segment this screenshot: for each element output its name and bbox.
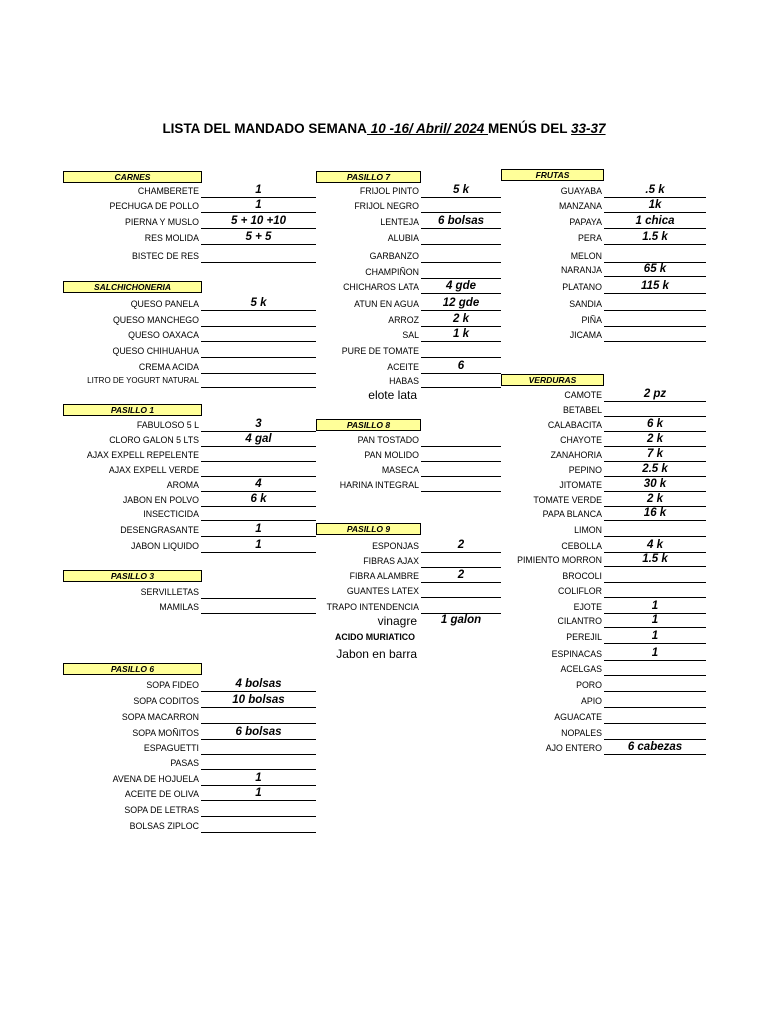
item-label: INSECTICIDA bbox=[143, 509, 199, 519]
item-label: BROCOLI bbox=[562, 571, 602, 581]
item-quantity: .5 k bbox=[604, 184, 706, 198]
item-quantity: 10 bolsas bbox=[201, 694, 316, 708]
list-item bbox=[0, 231, 768, 245]
item-label: ACEITE DE OLIVA bbox=[124, 789, 199, 799]
item-label: FRIJOL NEGRO bbox=[354, 201, 419, 211]
list-item bbox=[0, 819, 768, 833]
item-quantity bbox=[421, 344, 501, 358]
item-quantity: 1 bbox=[201, 787, 316, 801]
section-header-salchichoneria: SALCHICHONERIA bbox=[63, 281, 202, 293]
item-label: CHAMPIÑON bbox=[365, 267, 419, 277]
item-quantity: 4 gal bbox=[201, 433, 316, 447]
item-label: JICAMA bbox=[569, 330, 602, 340]
section-header-pasillo7: PASILLO 7 bbox=[316, 171, 421, 183]
item-label: SOPA CODITOS bbox=[133, 696, 199, 706]
item-label: ESPINACAS bbox=[551, 649, 602, 659]
list-item bbox=[0, 787, 768, 801]
item-quantity: 1 bbox=[201, 184, 316, 198]
item-label: LENTEJA bbox=[380, 217, 419, 227]
item-label: DESENGRASANTE bbox=[120, 525, 199, 535]
list-item bbox=[0, 328, 768, 342]
list-item bbox=[0, 374, 768, 388]
item-quantity: 1 bbox=[604, 614, 706, 628]
item-label: APIO bbox=[580, 696, 602, 706]
item-quantity: 2.5 k bbox=[604, 463, 706, 477]
item-label: FIBRA ALAMBRE bbox=[349, 571, 419, 581]
item-label: ZANAHORIA bbox=[550, 450, 602, 460]
item-label: FRIJOL PINTO bbox=[359, 186, 419, 196]
list-item bbox=[0, 523, 768, 537]
item-label: HARINA INTEGRAL bbox=[339, 480, 419, 490]
item-label: SOPA MACARRON bbox=[121, 712, 199, 722]
item-label: NOPALES bbox=[561, 728, 602, 738]
list-item bbox=[0, 569, 768, 583]
list-item bbox=[0, 215, 768, 229]
item-label: PURE DE TOMATE bbox=[341, 346, 419, 356]
list-item bbox=[0, 726, 768, 740]
item-label: TOMATE VERDE bbox=[533, 495, 602, 505]
item-label: AJAX EXPELL VERDE bbox=[108, 465, 199, 475]
item-quantity: 7 k bbox=[604, 448, 706, 462]
item-label: ALUBIA bbox=[387, 233, 419, 243]
item-label: CILANTRO bbox=[557, 616, 602, 626]
item-label: ESPONJAS bbox=[372, 541, 419, 551]
item-quantity: 5 k bbox=[421, 184, 501, 198]
item-label: PECHUGA DE POLLO bbox=[109, 201, 199, 211]
item-quantity bbox=[604, 297, 706, 311]
list-item bbox=[0, 184, 768, 198]
item-quantity: 6 bbox=[421, 360, 501, 374]
item-label: ACELGAS bbox=[560, 664, 602, 674]
item-quantity: 1.5 k bbox=[604, 231, 706, 245]
item-quantity: 1.5 k bbox=[604, 553, 706, 567]
list-item bbox=[0, 694, 768, 708]
item-label: PAPA BLANCA bbox=[542, 509, 602, 519]
item-quantity: 2 k bbox=[604, 433, 706, 447]
item-label: PAN TOSTADO bbox=[357, 435, 419, 445]
item-label: GARBANZO bbox=[369, 251, 419, 261]
item-label: SOPA DE LETRAS bbox=[124, 805, 199, 815]
item-label: SERVILLETAS bbox=[140, 587, 199, 597]
item-label: GUANTES LATEX bbox=[346, 586, 419, 596]
item-quantity: 12 gde bbox=[421, 297, 501, 311]
section-header-pasillo3: PASILLO 3 bbox=[63, 570, 202, 582]
section-header-carnes: CARNES bbox=[63, 171, 202, 183]
title-prefix: LISTA DEL MANDADO SEMANA bbox=[162, 121, 367, 136]
list-item bbox=[0, 313, 768, 327]
page-title bbox=[0, 121, 768, 136]
item-label: MELON bbox=[570, 251, 602, 261]
item-quantity: 6 bolsas bbox=[421, 215, 501, 229]
item-label: PEPINO bbox=[568, 465, 602, 475]
item-label: PLATANO bbox=[562, 282, 602, 292]
list-item bbox=[0, 433, 768, 447]
item-label: PEREJIL bbox=[566, 632, 602, 642]
title-menus: 33-37 bbox=[571, 121, 606, 136]
item-quantity bbox=[421, 374, 501, 388]
item-label: PASAS bbox=[170, 758, 199, 768]
item-label: QUESO CHIHUAHUA bbox=[112, 346, 199, 356]
item-quantity: 4 bolsas bbox=[201, 678, 316, 692]
item-label: MAMILAS bbox=[159, 602, 199, 612]
item-label: LIMON bbox=[574, 525, 602, 535]
item-quantity: 4 gde bbox=[421, 280, 501, 294]
item-quantity: 1 bbox=[604, 600, 706, 614]
item-quantity: 1 bbox=[604, 647, 706, 661]
item-label: COLIFLOR bbox=[558, 586, 602, 596]
item-label: BOLSAS ZIPLOC bbox=[129, 821, 199, 831]
item-quantity bbox=[604, 523, 706, 537]
item-label: PIERNA Y MUSLO bbox=[125, 217, 199, 227]
item-quantity: 1k bbox=[604, 199, 706, 213]
item-label: GUAYABA bbox=[560, 186, 602, 196]
item-quantity: 1 bbox=[604, 630, 706, 644]
item-quantity bbox=[201, 756, 316, 770]
item-label: SANDIA bbox=[569, 299, 602, 309]
list-item bbox=[0, 630, 768, 644]
item-quantity bbox=[604, 584, 706, 598]
item-label: PORO bbox=[576, 680, 602, 690]
item-quantity: 115 k bbox=[604, 280, 706, 294]
item-label: CREMA ACIDA bbox=[138, 362, 199, 372]
list-item bbox=[0, 614, 768, 628]
item-label: AVENA DE HOJUELA bbox=[112, 774, 199, 784]
item-label: ACEITE bbox=[387, 362, 419, 372]
list-item bbox=[0, 478, 768, 492]
list-item bbox=[0, 600, 768, 614]
item-label: PIMIENTO MORRON bbox=[517, 555, 602, 565]
item-quantity bbox=[604, 569, 706, 583]
item-quantity: 65 k bbox=[604, 263, 706, 277]
item-label: HABAS bbox=[389, 376, 419, 386]
list-item bbox=[0, 678, 768, 692]
item-label: Jabon en barra bbox=[336, 647, 417, 661]
item-quantity bbox=[604, 403, 706, 417]
section-header-pasillo8: PASILLO 8 bbox=[316, 419, 421, 431]
item-label: JITOMATE bbox=[559, 480, 602, 490]
item-quantity: 6 cabezas bbox=[604, 741, 706, 755]
list-item bbox=[0, 539, 768, 553]
list-item bbox=[0, 493, 768, 507]
list-item bbox=[0, 360, 768, 374]
list-item bbox=[0, 280, 768, 294]
item-label: SOPA FIDEO bbox=[146, 680, 199, 690]
list-item bbox=[0, 249, 768, 263]
item-quantity bbox=[604, 678, 706, 692]
item-label: CHICHAROS LATA bbox=[343, 282, 419, 292]
list-item bbox=[0, 403, 768, 417]
item-label: AJO ENTERO bbox=[545, 743, 602, 753]
item-quantity: 5 + 5 bbox=[201, 231, 316, 245]
item-quantity: 2 k bbox=[421, 313, 501, 327]
item-quantity: 6 k bbox=[604, 418, 706, 432]
item-quantity bbox=[604, 313, 706, 327]
item-label: BETABEL bbox=[563, 405, 602, 415]
item-label: vinagre bbox=[377, 614, 417, 628]
item-label: MANZANA bbox=[558, 201, 602, 211]
item-label: EJOTE bbox=[573, 602, 602, 612]
item-quantity bbox=[604, 328, 706, 342]
item-label: AROMA bbox=[166, 480, 199, 490]
item-label: SAL bbox=[402, 330, 419, 340]
list-item bbox=[0, 584, 768, 598]
item-label: AJAX EXPELL REPELENTE bbox=[86, 450, 199, 460]
item-label: FABULOSO 5 L bbox=[136, 420, 199, 430]
list-item bbox=[0, 803, 768, 817]
item-label: CLORO GALON 5 LTS bbox=[109, 435, 199, 445]
item-label: SOPA MOÑITOS bbox=[132, 728, 199, 738]
item-label: RES MOLIDA bbox=[144, 233, 199, 243]
item-label: CAMOTE bbox=[564, 390, 602, 400]
item-label: AGUACATE bbox=[554, 712, 602, 722]
list-item bbox=[0, 741, 768, 755]
item-label: CHAYOTE bbox=[560, 435, 602, 445]
item-quantity: 1 k bbox=[421, 328, 501, 342]
item-label: LITRO DE YOGURT NATURAL bbox=[87, 376, 199, 385]
item-quantity: 30 k bbox=[604, 478, 706, 492]
item-quantity bbox=[604, 694, 706, 708]
item-quantity: 1 bbox=[201, 523, 316, 537]
list-item bbox=[0, 463, 768, 477]
list-item bbox=[0, 448, 768, 462]
item-quantity bbox=[604, 249, 706, 263]
item-label: PAN MOLIDO bbox=[364, 450, 419, 460]
list-item bbox=[0, 199, 768, 213]
item-label: PERA bbox=[578, 233, 602, 243]
item-quantity: 2 pz bbox=[604, 388, 706, 402]
item-quantity: 5 + 10 +10 bbox=[201, 215, 316, 229]
item-label: TRAPO INTENDENCIA bbox=[326, 602, 419, 612]
item-label: elote lata bbox=[368, 388, 417, 402]
list-item bbox=[0, 344, 768, 358]
section-header-frutas: FRUTAS bbox=[501, 169, 604, 181]
title-middle: MENÚS DEL bbox=[488, 121, 572, 136]
item-quantity: 1 bbox=[201, 199, 316, 213]
list-item bbox=[0, 263, 768, 277]
item-quantity: 3 bbox=[201, 418, 316, 432]
item-quantity: 4 k bbox=[604, 539, 706, 553]
item-label: ACIDO MURIATICO bbox=[335, 632, 415, 642]
list-item bbox=[0, 710, 768, 724]
item-quantity: 4 bbox=[201, 478, 316, 492]
item-quantity: 2 bbox=[421, 569, 501, 583]
item-quantity: 2 k bbox=[604, 493, 706, 507]
item-label: QUESO OAXACA bbox=[128, 330, 199, 340]
item-label: CEBOLLA bbox=[561, 541, 602, 551]
item-quantity: 6 bolsas bbox=[201, 726, 316, 740]
list-item bbox=[0, 662, 768, 676]
item-label: CALABACITA bbox=[547, 420, 602, 430]
list-item bbox=[0, 418, 768, 432]
item-label: ARROZ bbox=[388, 315, 419, 325]
title-dates: 10 -16/ Abril/ 2024 bbox=[366, 121, 489, 136]
item-label: BISTEC DE RES bbox=[132, 251, 199, 261]
item-label: QUESO PANELA bbox=[130, 299, 199, 309]
item-label: JABON LIQUIDO bbox=[131, 541, 199, 551]
item-label: FIBRAS AJAX bbox=[363, 556, 419, 566]
section-header-pasillo6: PASILLO 6 bbox=[63, 663, 202, 675]
item-label: PIÑA bbox=[581, 315, 602, 325]
item-quantity bbox=[604, 710, 706, 724]
item-quantity bbox=[201, 803, 316, 817]
item-label: NARANJA bbox=[560, 265, 602, 275]
item-quantity: 6 k bbox=[201, 493, 316, 507]
list-item bbox=[0, 388, 768, 402]
list-item bbox=[0, 297, 768, 311]
item-quantity: 1 galon bbox=[440, 614, 482, 626]
list-item bbox=[0, 647, 768, 661]
item-label: ESPAGUETTI bbox=[143, 743, 199, 753]
section-header-pasillo9: PASILLO 9 bbox=[316, 523, 421, 535]
item-quantity bbox=[604, 662, 706, 676]
item-quantity: 2 bbox=[421, 539, 501, 553]
item-label: QUESO MANCHEGO bbox=[112, 315, 199, 325]
item-quantity: 5 k bbox=[201, 297, 316, 311]
item-quantity: 1 bbox=[201, 539, 316, 553]
item-label: ATUN EN AGUA bbox=[354, 299, 419, 309]
section-header-pasillo1: PASILLO 1 bbox=[63, 404, 202, 416]
section-header-verduras: VERDURAS bbox=[501, 374, 604, 386]
item-quantity bbox=[201, 819, 316, 833]
item-label: PAPAYA bbox=[569, 217, 602, 227]
item-quantity: 16 k bbox=[604, 507, 706, 521]
item-quantity: 1 chica bbox=[604, 215, 706, 229]
item-label: MASECA bbox=[381, 465, 419, 475]
list-item bbox=[0, 756, 768, 770]
item-quantity: 1 bbox=[201, 772, 316, 786]
list-item bbox=[0, 507, 768, 521]
item-quantity bbox=[604, 726, 706, 740]
list-item bbox=[0, 772, 768, 786]
item-label: JABON EN POLVO bbox=[122, 495, 199, 505]
item-label: CHAMBERETE bbox=[137, 186, 199, 196]
list-item bbox=[0, 553, 768, 567]
